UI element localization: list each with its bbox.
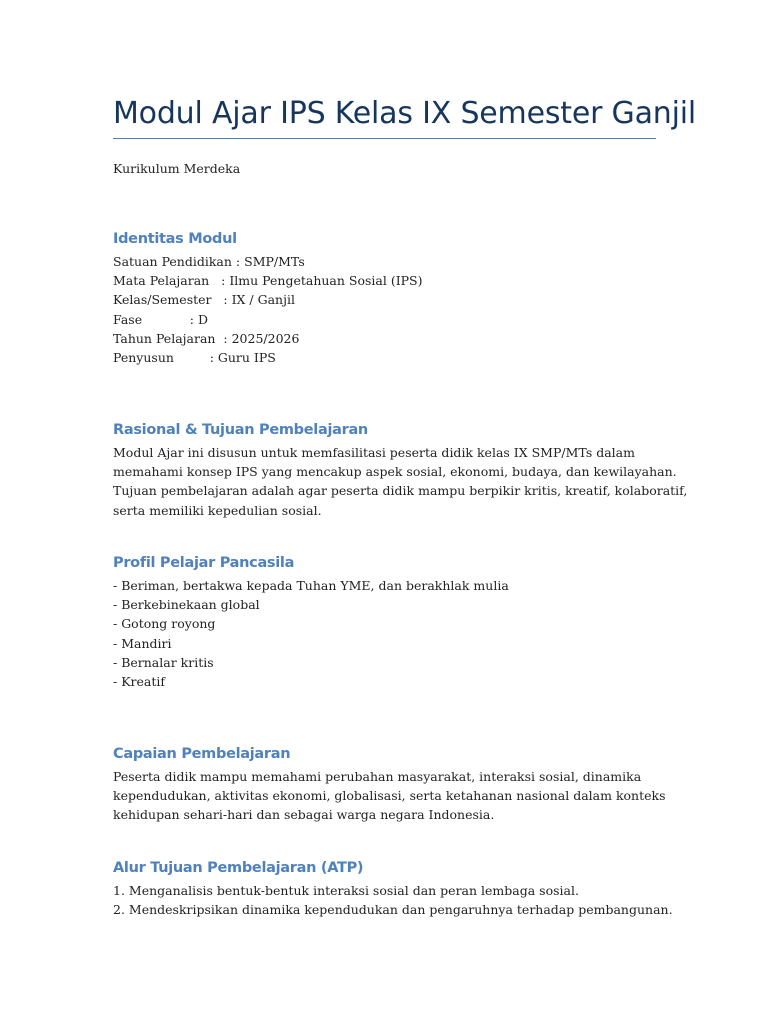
- paragraph-line: serta memiliki kepedulian sosial.: [113, 502, 322, 518]
- document-title: Modul Ajar IPS Kelas IX Semester Ganjil: [113, 96, 697, 131]
- document-subtitle: Kurikulum Merdeka: [113, 161, 241, 176]
- identitas-row: Penyusun : Guru IPS: [113, 350, 276, 366]
- section-rasional-tujuan: [113, 420, 688, 520]
- heading-rasional-tujuan: Rasional & Tujuan Pembelajaran: [113, 422, 368, 438]
- list-item: 2. Mendeskripsikan dinamika kependudukan dan pengaruhnya terhadap pembangunan.: [113, 902, 673, 918]
- list-item: - Gotong royong: [113, 616, 216, 632]
- list-item: - Bernalar kritis: [113, 654, 214, 670]
- paragraph-line: Tujuan pembelajaran adalah agar peserta didik mampu berpikir kritis, kreatif, kolaboratif,: [113, 483, 688, 499]
- section-capaian-pembelajaran: [113, 744, 666, 825]
- paragraph-line: Peserta didik mampu memahami perubahan masyarakat, interaksi sosial, dinamika: [113, 769, 642, 784]
- paragraph-line: kehidupan sehari-hari dan sebagai warga negara Indonesia.: [113, 807, 495, 823]
- list-item: - Beriman, bertakwa kepada Tuhan YME, dan berakhlak mulia: [113, 578, 509, 593]
- list-item: - Berkebinekaan global: [113, 597, 260, 613]
- paragraph-line: memahami konsep IPS yang mencakup aspek sosial, ekonomi, budaya, dan kewilayahan.: [113, 464, 677, 480]
- title-underline-rule: [113, 138, 656, 139]
- heading-alur-tujuan-pembelajaran: Alur Tujuan Pembelajaran (ATP): [113, 860, 364, 876]
- paragraph-line: Modul Ajar ini disusun untuk memfasilitasi peserta didik kelas IX SMP/MTs dalam: [113, 445, 635, 460]
- heading-identitas-modul: Identitas Modul: [113, 231, 237, 247]
- list-item: 1. Menganalisis bentuk-bentuk interaksi sosial dan peran lembaga sosial.: [113, 883, 579, 898]
- list-item: - Kreatif: [113, 674, 166, 690]
- section-profil-pelajar-pancasila: [113, 553, 658, 691]
- identitas-row: Satuan Pendidikan : SMP/MTs: [113, 254, 305, 269]
- identitas-row: Mata Pelajaran : Ilmu Pengetahuan Sosial (IPS): [113, 273, 423, 289]
- list-item: - Mandiri: [113, 635, 172, 651]
- identitas-row: Fase : D: [113, 311, 208, 327]
- identitas-row: Tahun Pelajaran : 2025/2026: [113, 330, 300, 346]
- section-identitas-modul: [113, 229, 658, 367]
- heading-capaian-pembelajaran: Capaian Pembelajaran: [113, 746, 291, 762]
- paragraph-line: kependudukan, aktivitas ekonomi, globalisasi, serta ketahanan nasional dalam konteks: [113, 788, 666, 804]
- section-alur-tujuan-pembelajaran: [113, 858, 673, 919]
- identitas-row: Kelas/Semester : IX / Ganjil: [113, 292, 295, 308]
- heading-profil-pelajar-pancasila: Profil Pelajar Pancasila: [113, 555, 295, 571]
